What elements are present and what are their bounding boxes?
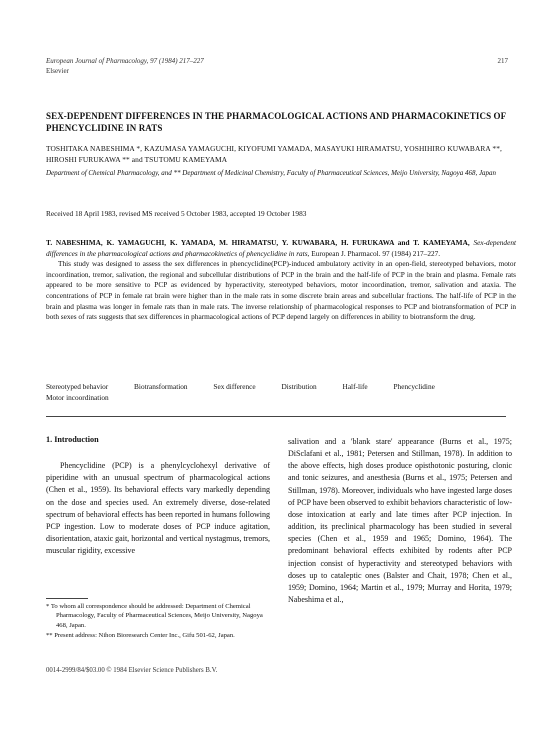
right-column xyxy=(288,436,512,606)
footnotes xyxy=(46,602,270,642)
page-number: 217 xyxy=(497,57,508,65)
footnote: * To whom all correspondence should be addressed: Department of Chemical Pharmacology, Faculty of Pharmaceutical Sciences, Meijo University, Nagoya 468, Japan. xyxy=(46,603,263,629)
abstract-cite-authors: T. NABESHIMA, K. YAMAGUCHI, K. YAMADA, M. HIRAMATSU, Y. KUWABARA, H. FURUKAWA and T. KAMEYAMA, xyxy=(46,238,470,247)
author-list: TOSHITAKA NABESHIMA *, KAZUMASA YAMAGUCHI, KIYOFUMI YAMADA, MASAYUKI HIRAMATSU, YOSHIHIRO KUWABARA **, HIROSHI FURUKAWA ** and TSUTOMU KAMEYAMA xyxy=(46,144,502,164)
keywords xyxy=(46,381,516,403)
journal-citation: European Journal of Pharmacology, 97 (1984) 217–227 xyxy=(46,57,204,65)
abstract-cite-journal: European J. Pharmacol. 97 (1984) 217–227. xyxy=(311,248,441,258)
keyword: Half-life xyxy=(342,382,368,391)
section-heading: 1. Introduction xyxy=(46,435,99,444)
left-column xyxy=(46,434,270,557)
keyword: Stereotyped behavior xyxy=(46,382,109,391)
abstract xyxy=(46,238,516,323)
intro-paragraph: Phencyclidine (PCP) is a phenylcyclohexyl derivative of piperidine with an unusual spectrum of pharmacological actions (Chen et al., 1959). Its behavioral effects vary markedly depending on the dose and species used. An extremely diverse, dose-related spectrum of behavioral effects has been reported in humans following PCP ingestion. Low to moderate doses of PCP induce agitation, disorientation, ataxic gait, horizontal and vertical nystagmus, tremors, muscular rigidity, excessive xyxy=(46,461,270,556)
publisher-name: Elsevier xyxy=(46,67,69,75)
keyword: Biotransformation xyxy=(134,382,188,391)
keyword: Motor incoordination xyxy=(46,393,109,402)
abstract-citation xyxy=(46,238,516,259)
intro-paragraph-continued: salivation and a 'blank stare' appearance (Burns et al., 1975; DiSclafani et al., 1981; Petersen and Stillman, 1978). In addition to the above effects, high doses produce opisthotonic posturing, clonic and tonic seizures, and anesthesia (Burns et al., 1975; Petersen and Stillman, 1978). Moreover, individuals who have ingested large doses of PCP have been observed to exhibit behaviors characteristic of low-dose intoxication at early and late times after PCP injection. In addition, its preclinical pharmacology has been studied in several species (Chen et al., 1959 and 1965; Domino, 1964). The predominant behavioral effects exhibited by rodents after PCP injection consist of hyperactivity and stereotyped behaviors with doses up to cataleptic ones (Balster and Chait, 1978; Chen et al., 1959; Domino, 1964; Martin et al., 1979; Murray and Horita, 1979; Nabeshima et al., xyxy=(288,437,512,605)
keyword: Sex difference xyxy=(213,382,256,391)
abstract-body: This study was designed to assess the sex differences in phencyclidine(PCP)-induced ambulatory activity in an open-field, stereotyped behaviors, motor incoordination, tremor, salivation, the regional and subcellular distributions of PCP in the brain and the half-life of PCP in the brain and plasma. Female rats appeared to be more sensitive to PCP as evidenced by hyperactivity, stereotyped behaviors, motor incoordination, tremor, salivation and ataxia. The concentrations of PCP in female rat brain were higher than in the male rats in some discrete brain areas and subcellular fractions. The half-life of PCP in the brain and plasma was longer in female rats than in male rats. The inverse relationship of pharmacological responses to PCP and biotransformation of PCP in both sexes of rats suggests that sex differences in pharmacological actions of PCP depend largely on differences in ability to biotransform the drug. xyxy=(46,259,516,322)
abstract-cite-title: Sex-dependent differences in the pharmacological actions and pharmacokinetics of phencyclidine in rats, xyxy=(46,238,516,258)
footnote: ** Present address: Nihon Bioresearch Center Inc., Gifu 501-62, Japan. xyxy=(46,632,235,640)
copyright-line: 0014-2999/84/$03.00 © 1984 Elsevier Science Publishers B.V. xyxy=(46,667,218,674)
affiliation: Department of Chemical Pharmacology, and ** Department of Medicinal Chemistry, Faculty of Pharmaceutical Sciences, Meijo University, Nagoya 468, Japan xyxy=(46,169,497,177)
received-dates: Received 18 April 1983, revised MS received 5 October 1983, accepted 19 October 1983 xyxy=(46,209,307,218)
section-divider xyxy=(46,416,506,417)
keyword: Distribution xyxy=(281,382,317,391)
keyword: Phencyclidine xyxy=(393,382,435,391)
footnote-divider xyxy=(46,598,88,599)
paper-title: SEX-DEPENDENT DIFFERENCES IN THE PHARMACOLOGICAL ACTIONS AND PHARMACOKINETICS OF PHENCYCLIDINE IN RATS xyxy=(46,111,506,133)
